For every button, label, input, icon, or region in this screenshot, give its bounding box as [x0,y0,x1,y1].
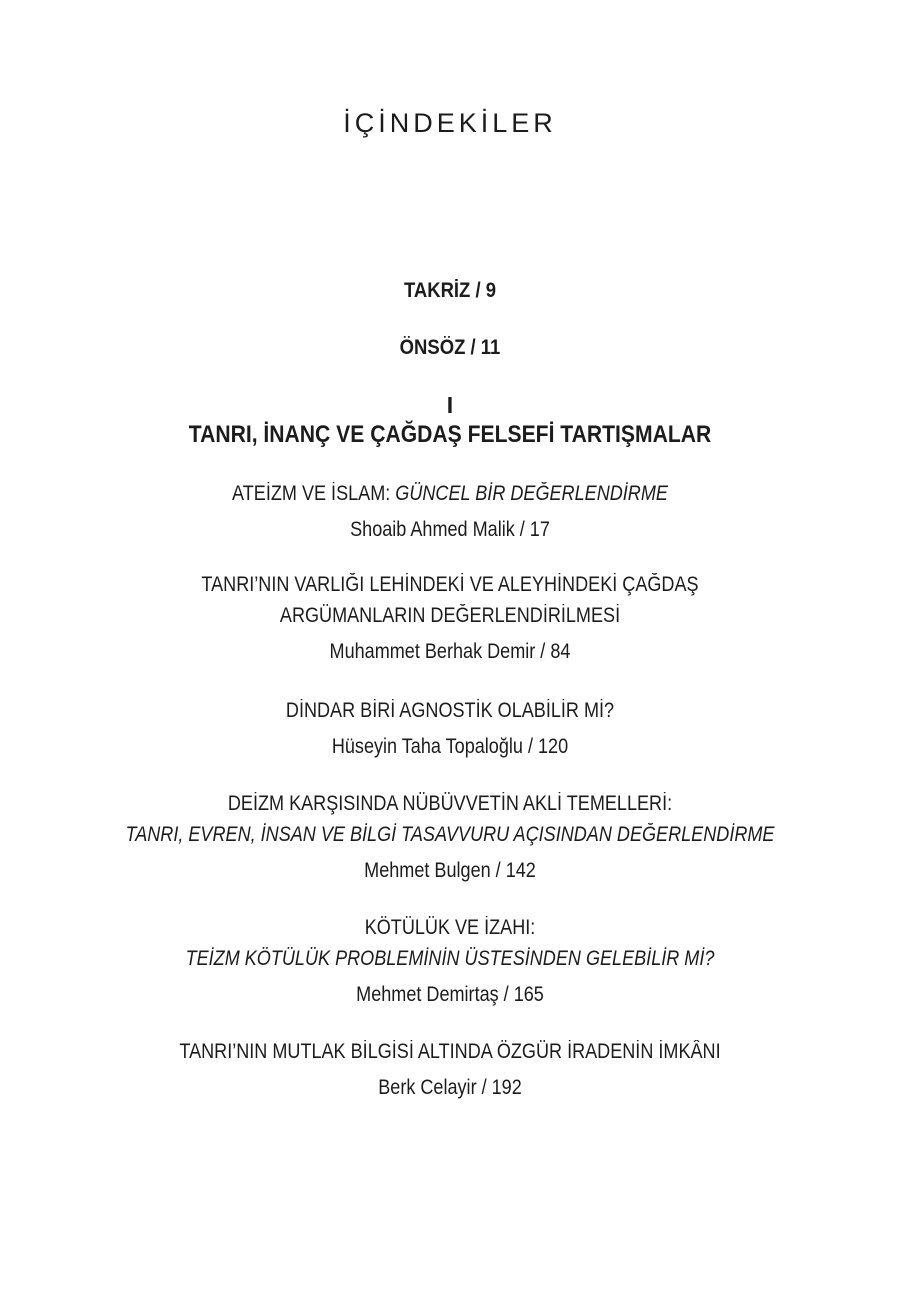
toc-entry-onsoz[interactable]: ÖNSÖZ / 11 [399,336,501,359]
part-number: I [446,392,454,418]
entry-subtitle: GÜNCEL BİR DEĞERLENDİRME [395,482,668,505]
toc-entry[interactable] [0,695,900,762]
toc-entry[interactable] [0,569,900,667]
entry-author-page: Mehmet Bulgen / 142 [364,859,536,882]
toc-entry[interactable] [0,912,900,1010]
entry-title: TANRI’NIN VARLIĞI LEHİNDEKİ VE ALEYHİNDEKİ ÇAĞDAŞ [201,573,699,596]
entry-subtitle: TANRI, EVREN, İNSAN VE BİLGİ TASAVVURU AÇISINDAN DEĞERLENDİRME [125,823,775,846]
entry-subtitle: TEİZM KÖTÜLÜK PROBLEMİNİN ÜSTESİNDEN GELEBİLİR Mİ? [185,947,715,970]
entry-title: DİNDAR BİRİ AGNOSTİK OLABİLİR Mİ? [285,699,615,722]
entry-title: TANRI’NIN MUTLAK BİLGİSİ ALTINDA ÖZGÜR İRADENİN İMKÂNI [179,1040,721,1063]
toc-entry[interactable] [0,1036,900,1103]
entry-title: KÖTÜLÜK VE İZAHI: [364,916,536,939]
page-title: İÇİNDEKİLER [343,108,557,138]
entry-title-text: ATEİZM VE İSLAM: [232,482,396,505]
entry-author-page: Shoaib Ahmed Malik / 17 [350,518,550,541]
entry-title: DEİZM KARŞISINDA NÜBÜVVETİN AKLİ TEMELLERİ: [227,792,673,815]
toc-entry[interactable] [0,478,900,545]
entry-author-page: Muhammet Berhak Demir / 84 [329,640,571,663]
entry-author-page: Berk Celayir / 192 [378,1076,522,1099]
entry-title [63,478,837,509]
toc-entry-takriz[interactable]: TAKRİZ / 9 [403,279,497,302]
entry-author-page: Mehmet Demirtaş / 165 [356,983,544,1006]
entry-title-line-2: ARGÜMANLARIN DEĞERLENDİRİLMESİ [279,604,621,627]
part-title: TANRI, İNANÇ VE ÇAĞDAŞ FELSEFİ TARTIŞMALAR [188,421,712,448]
entry-author-page: Hüseyin Taha Topaloğlu / 120 [331,735,569,758]
toc-entry[interactable] [0,788,900,886]
